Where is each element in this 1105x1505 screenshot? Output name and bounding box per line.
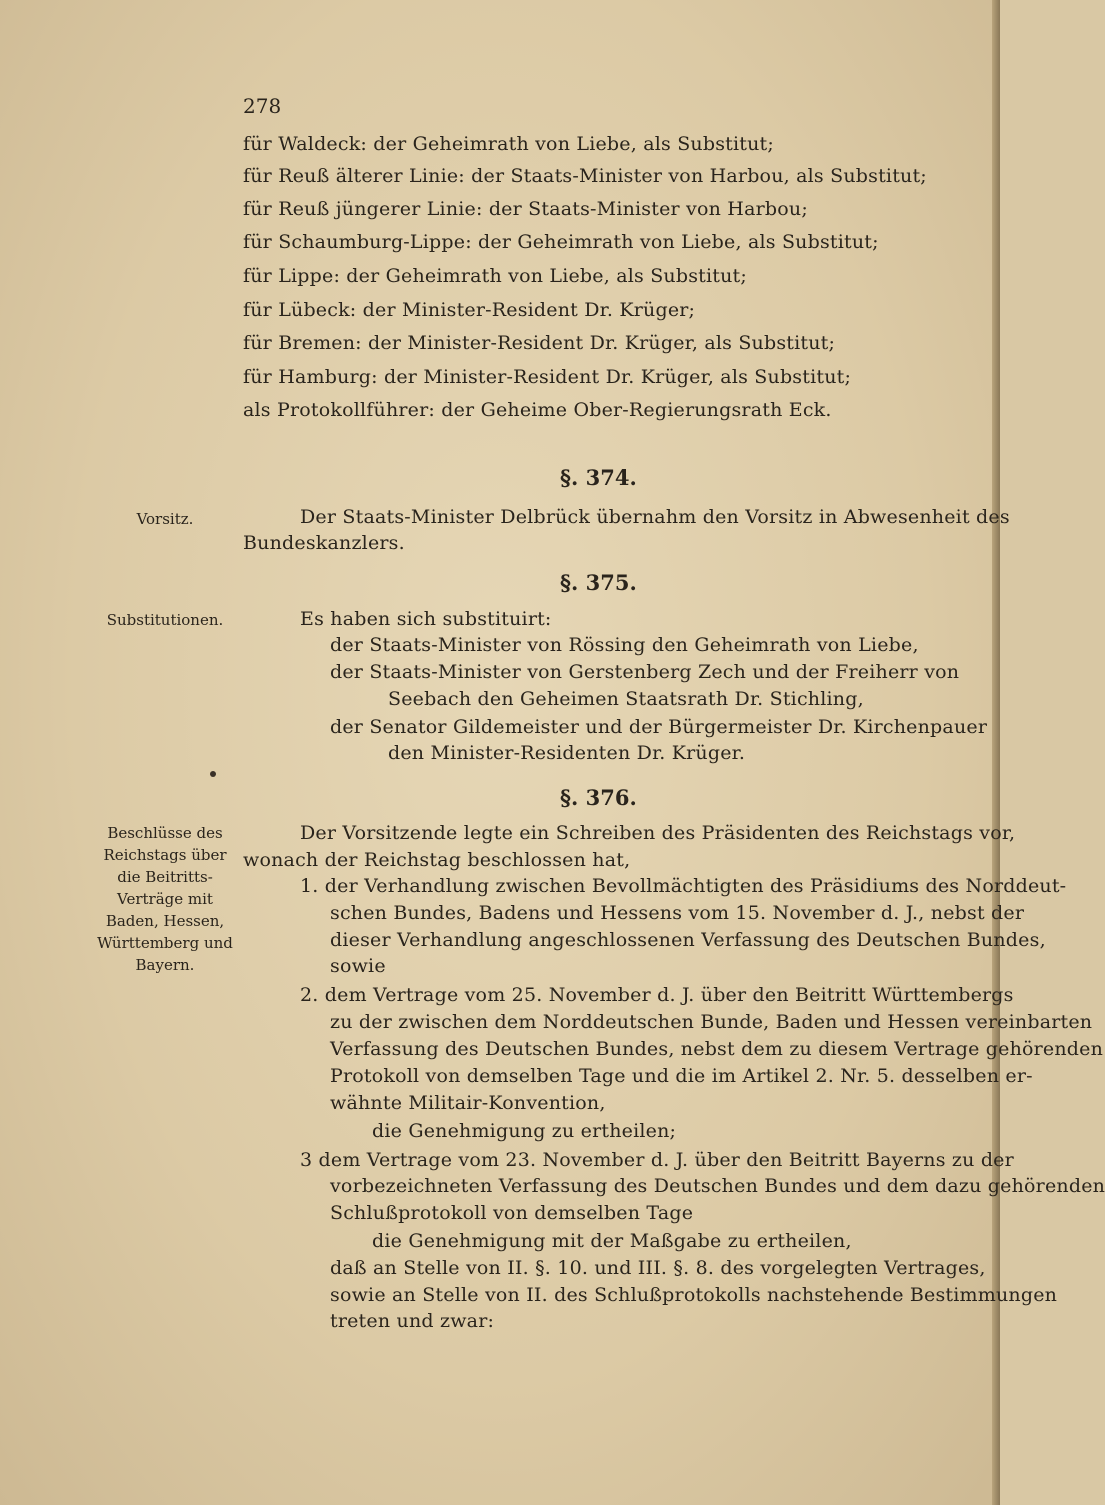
paragraph-line: Der Staats-Minister Delbrück übernahm den Vorsitz in Abwesenheit des (300, 506, 1010, 528)
paragraph-line: wonach der Reichstag beschlossen hat, (243, 849, 631, 871)
paragraph-line: 3 dem Vertrage vom 23. November d. J. über den Beitritt Bayerns zu der (300, 1149, 1014, 1171)
paragraph-line: die Genehmigung zu ertheilen; (372, 1120, 677, 1142)
paragraph-line: schen Bundes, Badens und Hessens vom 15. November d. J., nebst der (330, 902, 1025, 924)
paragraph-line: vorbezeichneten Verfassung des Deutschen Bundes und dem dazu gehörenden (330, 1175, 1105, 1197)
substitute-line: für Lippe: der Geheimrath von Liebe, als Substitut; (243, 265, 747, 287)
substitute-line: für Reuß älterer Linie: der Staats-Minister von Harbou, als Substitut; (243, 165, 927, 187)
paragraph-line: Protokoll von demselben Tage und die im Artikel 2. Nr. 5. desselben er- (330, 1065, 1033, 1087)
paragraph-line: Seebach den Geheimen Staatsrath Dr. Stichling, (388, 688, 864, 710)
paragraph-line: 1. der Verhandlung zwischen Bevollmächtigten des Präsidiums des Norddeut- (300, 875, 1067, 897)
margin-note-line: Württemberg und (97, 934, 233, 952)
substitute-line: für Bremen: der Minister-Resident Dr. Krüger, als Substitut; (243, 332, 836, 354)
paragraph-line: daß an Stelle von II. §. 10. und III. §. 8. des vorgelegten Vertrages, (330, 1257, 986, 1279)
margin-note-substitutionen: Substitutionen. (106, 611, 224, 629)
paragraph-line: Schlußprotokoll von demselben Tage (330, 1202, 694, 1224)
margin-note-line: Reichstags über (103, 846, 227, 864)
substitute-line: als Protokollführer: der Geheime Ober-Regierungsrath Eck. (243, 399, 832, 421)
page-number: 278 (243, 94, 282, 118)
section-heading-376: §. 376. (560, 785, 637, 810)
substitute-line: für Lübeck: der Minister-Resident Dr. Krüger; (243, 299, 696, 321)
paragraph-line: Bundeskanzlers. (243, 532, 405, 554)
paragraph-line: wähnte Militair-Konvention, (330, 1092, 606, 1114)
substitute-line: für Reuß jüngerer Linie: der Staats-Minister von Harbou; (243, 198, 808, 220)
paragraph-line: Es haben sich substituirt: (300, 608, 552, 630)
margin-note-vorsitz: Vorsitz. (136, 510, 194, 528)
paragraph-line: der Senator Gildemeister und der Bürgermeister Dr. Kirchenpauer (330, 716, 988, 738)
paragraph-line: Der Vorsitzende legte ein Schreiben des Präsidenten des Reichstags vor, (300, 822, 1016, 844)
paragraph-line: der Staats-Minister von Gerstenberg Zech und der Freiherr von (330, 661, 960, 683)
paragraph-line: den Minister-Residenten Dr. Krüger. (388, 742, 746, 764)
section-heading-374: §. 374. (560, 465, 637, 490)
paragraph-line: 2. dem Vertrage vom 25. November d. J. über den Beitritt Württembergs (300, 984, 1014, 1006)
page-edge (992, 0, 1000, 1505)
margin-note-line: Bayern. (135, 956, 195, 974)
paragraph-line: Verfassung des Deutschen Bundes, nebst dem zu diesem Vertrage gehörenden (330, 1038, 1104, 1060)
paragraph-line: zu der zwischen dem Norddeutschen Bunde, Baden und Hessen vereinbarten (330, 1011, 1093, 1033)
margin-note-line: die Beitritts- (117, 868, 213, 886)
substitute-line: für Schaumburg-Lippe: der Geheimrath von Liebe, als Substitut; (243, 231, 879, 253)
paragraph-line: sowie an Stelle von II. des Schlußprotokolls nachstehende Bestimmungen (330, 1284, 1058, 1306)
substitute-line: für Waldeck: der Geheimrath von Liebe, als Substitut; (243, 133, 774, 155)
margin-note-line: Beschlüsse des (107, 824, 223, 842)
margin-note-line: Verträge mit (117, 890, 213, 908)
paragraph-line: treten und zwar: (330, 1310, 495, 1332)
substitute-line: für Hamburg: der Minister-Resident Dr. Krüger, als Substitut; (243, 366, 852, 388)
paragraph-line: sowie (330, 955, 386, 977)
margin-note-beschluesse (95, 822, 235, 976)
section-heading-375: §. 375. (560, 570, 637, 595)
paragraph-line: dieser Verhandlung angeschlossenen Verfassung des Deutschen Bundes, (330, 929, 1046, 951)
ink-dot (210, 771, 216, 777)
paragraph-line: der Staats-Minister von Rössing den Geheimrath von Liebe, (330, 634, 919, 656)
paragraph-line: die Genehmigung mit der Maßgabe zu ertheilen, (372, 1230, 852, 1252)
margin-note-line: Baden, Hessen, (105, 912, 225, 930)
